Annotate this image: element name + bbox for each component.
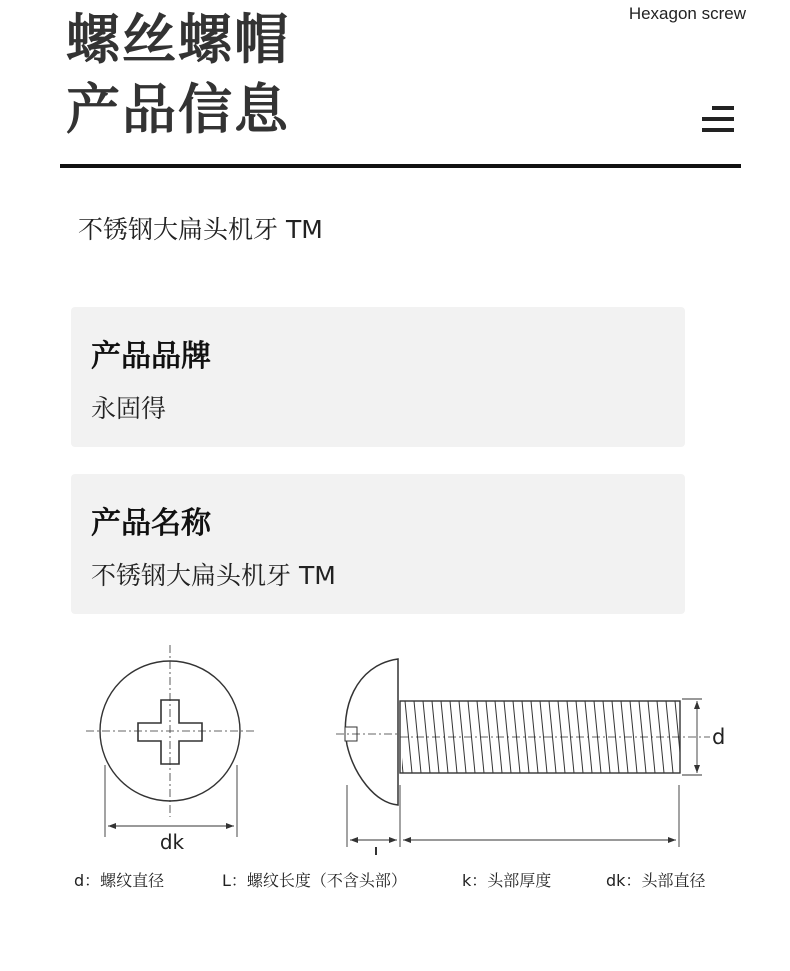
page-title-line2: 产品信息: [66, 78, 290, 141]
d-dimension-label: d: [712, 725, 726, 749]
info-card-name: [71, 474, 685, 614]
info-card-key: 产品名称: [91, 506, 211, 541]
product-subtitle: 不锈钢大扁头机牙 TM: [78, 215, 323, 244]
info-card-value: 永固得: [91, 394, 167, 423]
legend-item-l: L：螺纹长度（不含头部）: [222, 871, 407, 890]
menu-icon[interactable]: [702, 106, 734, 134]
screw-dimension-diagram: [70, 635, 730, 855]
legend-item-k: k：头部厚度: [462, 871, 552, 890]
info-card-brand: [71, 307, 685, 447]
page-title-line1: 螺丝螺帽: [66, 8, 290, 71]
info-card-key: 产品品牌: [91, 339, 211, 374]
legend-item-dk: dk：头部直径: [606, 871, 706, 890]
info-card-value: 不锈钢大扁头机牙 TM: [91, 561, 336, 590]
english-label: Hexagon screw: [628, 4, 746, 23]
threaded-shank: [396, 701, 710, 773]
header-divider: [60, 164, 741, 168]
dk-dimension-label: dk: [159, 830, 185, 854]
legend-item-d: d：螺纹直径: [74, 871, 165, 890]
